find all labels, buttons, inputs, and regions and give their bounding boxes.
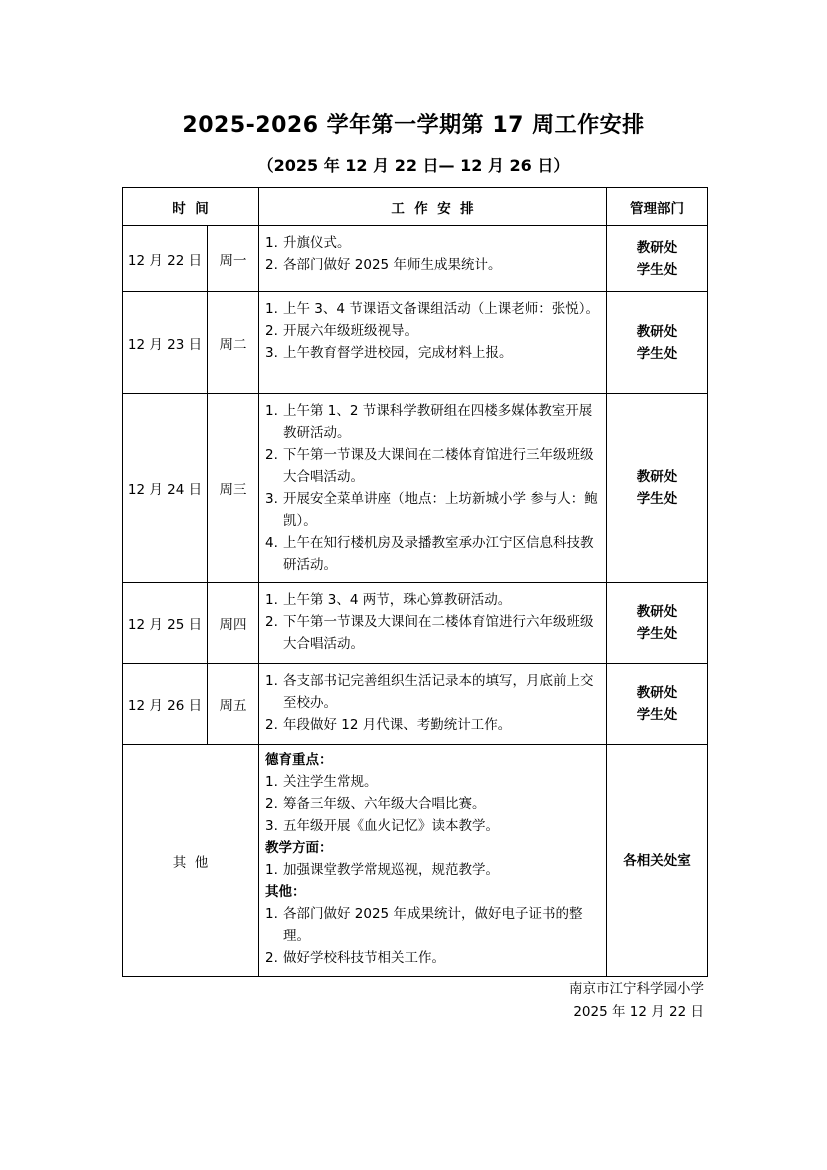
- list-item-number: 4.: [265, 535, 278, 551]
- dept-line: 教研处: [636, 604, 678, 620]
- other-label: 其 他: [123, 745, 259, 977]
- list-item: [265, 611, 602, 655]
- list-item: [265, 532, 602, 576]
- row-items: [259, 664, 607, 745]
- list-item-text: 上午第 1、2 节课科学教研组在四楼多媒体教室开展教研活动。: [283, 403, 593, 441]
- list-item-text: 上午 3、4 节课语文备课组活动（上课老师：张悦）。: [283, 301, 600, 317]
- list-item: [265, 793, 602, 815]
- row-date: 12 月 23 日: [123, 292, 208, 394]
- list-item-text: 上午教育督学进校园，完成材料上报。: [283, 345, 513, 361]
- list-item: [265, 714, 602, 736]
- list-item-number: 1.: [265, 906, 278, 922]
- row-day: 周四: [208, 583, 259, 664]
- dept-line: 学生处: [636, 626, 678, 642]
- row-items: [259, 226, 607, 292]
- list-item: [265, 488, 602, 532]
- list-item-number: 2.: [265, 614, 278, 630]
- list-item-text: 下午第一节课及大课间在二楼体育馆进行六年级班级大合唱活动。: [283, 614, 594, 652]
- date-range: （2025 年 12 月 22 日— 12 月 26 日）: [257, 156, 570, 175]
- list-item-text: 五年级开展《血火记忆》读本教学。: [283, 818, 499, 834]
- section-misc-title: 其他：: [265, 884, 306, 900]
- list-item-number: 3.: [265, 345, 278, 361]
- row-items: [259, 292, 607, 394]
- row-dept: [607, 583, 708, 664]
- list-item-number: 1.: [265, 774, 278, 790]
- list-item-number: 1.: [265, 403, 278, 419]
- list-item-text: 年段做好 12 月代课、考勤统计工作。: [283, 717, 512, 733]
- row-dept: [607, 226, 708, 292]
- list-item: [265, 903, 602, 947]
- row-date: 12 月 24 日: [123, 394, 208, 583]
- schedule-table: [122, 187, 708, 977]
- table-header-row: [123, 188, 708, 226]
- table-row: [123, 664, 708, 745]
- list-item-number: 2.: [265, 447, 278, 463]
- other-dept: 各相关处室: [607, 745, 708, 977]
- list-item-number: 2.: [265, 796, 278, 812]
- footer-date: 2025 年 12 月 22 日: [573, 1004, 704, 1020]
- list-item-text: 各部门做好 2025 年师生成果统计。: [283, 257, 502, 273]
- list-item-text: 升旗仪式。: [283, 235, 351, 251]
- header-work: 工 作 安 排: [259, 188, 607, 226]
- header-time: 时 间: [123, 188, 259, 226]
- list-item: [265, 254, 602, 276]
- dept-line: 学生处: [636, 345, 678, 362]
- footer-school: 南京市江宁科学园小学: [569, 981, 704, 997]
- header-dept: 管理部门: [607, 188, 708, 226]
- list-item-text: 各支部书记完善组织生活记录本的填写，月底前上交至校办。: [283, 673, 594, 711]
- list-item-number: 1.: [265, 301, 278, 317]
- row-day: 周三: [208, 394, 259, 583]
- section-teaching-title: 教学方面：: [265, 840, 333, 856]
- list-item: [265, 859, 602, 881]
- list-item-number: 1.: [265, 862, 278, 878]
- dept-line: 学生处: [636, 707, 678, 723]
- row-date: 12 月 26 日: [123, 664, 208, 745]
- list-item-number: 2.: [265, 323, 278, 339]
- list-item: [265, 320, 602, 342]
- list-item: [265, 444, 602, 488]
- list-item-number: 1.: [265, 673, 278, 689]
- row-dept: [607, 394, 708, 583]
- list-item: [265, 947, 602, 969]
- list-item-number: 3.: [265, 818, 278, 834]
- table-row-other: [123, 745, 708, 977]
- list-item-number: 2.: [265, 257, 278, 273]
- row-dept: [607, 664, 708, 745]
- list-item-number: 1.: [265, 235, 278, 251]
- table-row: [123, 226, 708, 292]
- section-moral-title: 德育重点：: [265, 752, 333, 768]
- table-row: [123, 583, 708, 664]
- list-item-text: 做好学校科技节相关工作。: [283, 950, 445, 966]
- list-item-text: 各部门做好 2025 年成果统计，做好电子证书的整理。: [283, 906, 583, 944]
- list-item: [265, 815, 602, 837]
- list-item: [265, 400, 602, 444]
- list-item-text: 上午第 3、4 两节，珠心算教研活动。: [283, 592, 512, 608]
- list-item-text: 关注学生常规。: [283, 774, 378, 790]
- table-row: [123, 292, 708, 394]
- list-item-text: 加强课堂教学常规巡视，规范教学。: [283, 862, 499, 878]
- list-item-number: 1.: [265, 592, 278, 608]
- list-item-number: 2.: [265, 950, 278, 966]
- dept-line: 教研处: [636, 685, 678, 701]
- row-day: 周五: [208, 664, 259, 745]
- table-row: [123, 394, 708, 583]
- row-date: 12 月 25 日: [123, 583, 208, 664]
- dept-line: 教研处: [636, 469, 678, 485]
- list-item-text: 下午第一节课及大课间在二楼体育馆进行三年级班级大合唱活动。: [283, 447, 594, 485]
- row-date: 12 月 22 日: [123, 226, 208, 292]
- list-item: [265, 232, 602, 254]
- list-item-text: 开展安全菜单讲座（地点：上坊新城小学 参与人：鲍凯）。: [283, 491, 598, 529]
- list-item: [265, 670, 602, 714]
- list-item: [265, 298, 602, 320]
- list-item: [265, 342, 602, 364]
- list-item-number: 2.: [265, 717, 278, 733]
- dept-line: 教研处: [636, 239, 678, 256]
- row-dept: [607, 292, 708, 394]
- row-day: 周一: [208, 226, 259, 292]
- dept-line: 教研处: [636, 323, 678, 340]
- list-item-number: 3.: [265, 491, 278, 507]
- list-item-text: 开展六年级班级视导。: [283, 323, 418, 339]
- list-item-text: 上午在知行楼机房及录播教室承办江宁区信息科技教研活动。: [283, 535, 594, 573]
- dept-line: 学生处: [636, 261, 678, 278]
- list-item: [265, 771, 602, 793]
- list-item-text: 筹备三年级、六年级大合唱比赛。: [283, 796, 486, 812]
- list-item: [265, 589, 602, 611]
- dept-line: 学生处: [636, 491, 678, 507]
- other-items: [259, 745, 607, 977]
- row-items: [259, 583, 607, 664]
- row-day: 周二: [208, 292, 259, 394]
- row-items: [259, 394, 607, 583]
- page-title: 2025-2026 学年第一学期第 17 周工作安排: [182, 113, 645, 138]
